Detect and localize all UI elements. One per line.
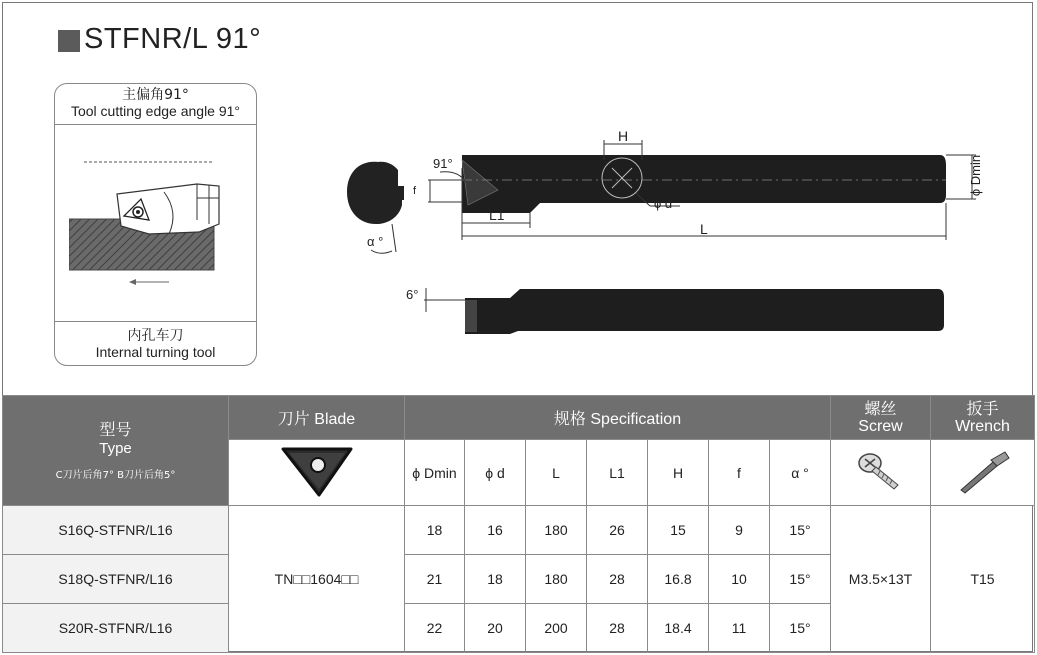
h-cell: 16.8 [648, 555, 709, 604]
screw-value-cell: M3.5×13T [831, 506, 931, 653]
spec-header-zh: 规格 [553, 409, 586, 428]
specification-table [2, 395, 1035, 653]
triangle-insert-icon [277, 443, 357, 499]
l1-cell: 26 [587, 506, 648, 555]
alpha-cell: 15° [770, 506, 831, 555]
cutting-angle-label: 91° [433, 156, 453, 171]
spec-header-en: Specification [590, 411, 682, 428]
blade-header-zh: 刀片 [277, 409, 310, 428]
usage-label-zh: 内孔车刀 [127, 328, 184, 344]
h-cell: 18.4 [648, 604, 709, 653]
screw-icon [856, 449, 906, 493]
h-cell: 15 [648, 506, 709, 555]
screw-header [831, 396, 931, 440]
blade-header [229, 396, 405, 440]
d-cell: 20 [465, 604, 526, 653]
wrench-header-zh: 扳手 [966, 398, 999, 418]
screw-header-en: Screw [858, 417, 903, 435]
dmin-dimension-label: ϕ Dmin [968, 154, 984, 197]
d-cell: 16 [465, 506, 526, 555]
clearance-note: C刀片后角7° B刀片后角5° [55, 470, 176, 481]
d-dimension-label: ϕ d [654, 196, 673, 211]
angle-label-zh: 主偏角91° [122, 87, 189, 103]
model-cell: S18Q-STFNR/L16 [3, 555, 229, 604]
incline-angle-label: 6° [406, 287, 419, 302]
dmin-cell: 18 [405, 506, 465, 555]
h-dimension-label: H [618, 128, 629, 144]
col-h: H [648, 440, 709, 506]
l-dimension-label: L [700, 221, 708, 237]
l-cell: 180 [526, 506, 587, 555]
col-l: L [526, 440, 587, 506]
l1-cell: 28 [587, 604, 648, 653]
model-cell: S16Q-STFNR/L16 [3, 506, 229, 555]
f-cell: 10 [709, 555, 770, 604]
f-cell: 11 [709, 604, 770, 653]
alpha-dimension-label: α ° [367, 234, 384, 249]
angle-label-en: Tool cutting edge angle 91° [70, 103, 241, 119]
dmin-cell: 22 [405, 604, 465, 653]
d-cell: 18 [465, 555, 526, 604]
wrench-icon [953, 448, 1013, 494]
blade-icon [229, 440, 405, 506]
f-cell: 9 [709, 506, 770, 555]
wrench-header-en: Wrench [955, 417, 1010, 435]
blade-header-en: Blade [314, 411, 356, 428]
l-cell: 180 [526, 555, 587, 604]
screw-icon-cell [831, 440, 931, 506]
type-header-zh: 型号 [99, 420, 132, 439]
wrench-icon-cell [931, 440, 1035, 506]
dmin-cell: 21 [405, 555, 465, 604]
type-header-en: Type [99, 440, 132, 457]
wrench-header [931, 396, 1035, 440]
col-dmin: ϕ Dmin [405, 440, 465, 506]
col-d: ϕ d [465, 440, 526, 506]
l1-dimension-label: L1 [489, 207, 505, 223]
col-l1: L1 [587, 440, 648, 506]
wrench-value-cell: T15 [931, 506, 1035, 653]
col-alpha: α ° [770, 440, 831, 506]
page-title: STFNR/L 91° [84, 23, 262, 55]
spec-header [405, 396, 831, 440]
l1-cell: 28 [587, 555, 648, 604]
blade-value-cell: TN□□1604□□ [229, 506, 405, 653]
screw-header-zh: 螺丝 [864, 398, 897, 418]
usage-label-en: Internal turning tool [95, 344, 216, 360]
l-cell: 200 [526, 604, 587, 653]
col-f: f [709, 440, 770, 506]
alpha-cell: 15° [770, 604, 831, 653]
alpha-cell: 15° [770, 555, 831, 604]
model-cell: S20R-STFNR/L16 [3, 604, 229, 653]
type-header [3, 396, 229, 506]
f-dimension-label: f [413, 185, 417, 197]
